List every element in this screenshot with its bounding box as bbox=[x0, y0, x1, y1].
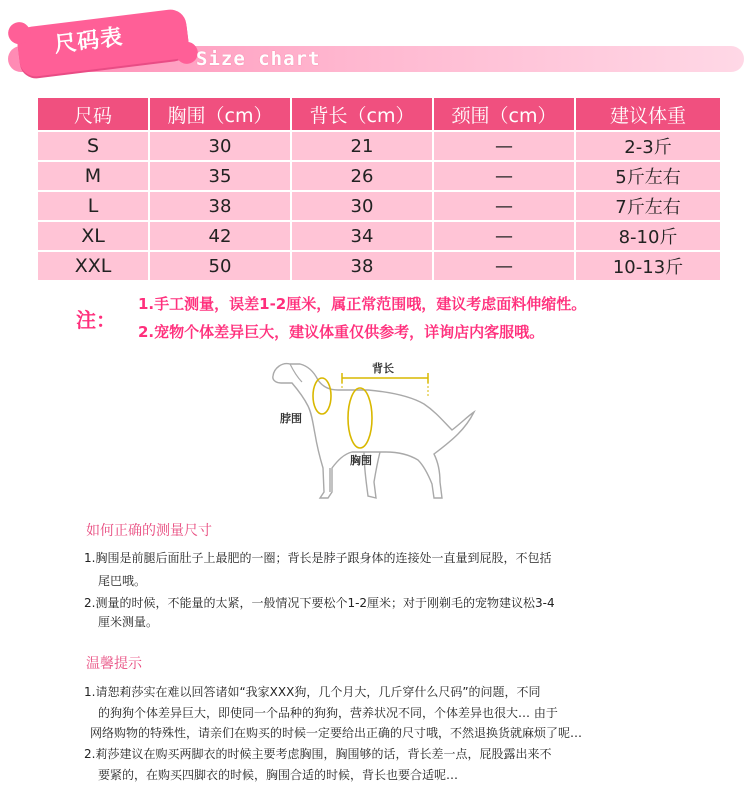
dog-icon bbox=[268, 356, 478, 506]
cell-chest: 50 bbox=[149, 251, 291, 281]
measure-line: 尾巴哦。 bbox=[98, 574, 147, 588]
tips-line: 1.请恕莉莎实在难以回答诸如“我家XXX狗，几个月大，几斤穿什么尺码”的问题，不同 bbox=[84, 685, 541, 699]
cell-weight: 5斤左右 bbox=[575, 161, 721, 191]
cell-back: 34 bbox=[291, 221, 433, 251]
page-subtitle: Size chart bbox=[196, 48, 321, 70]
header-back: 背长（cm） bbox=[291, 97, 433, 131]
cell-back: 38 bbox=[291, 251, 433, 281]
table-row bbox=[37, 191, 721, 221]
tips-line: 要紧的，在购买四脚衣的时候，胸围合适的时候，背长也要合适呢… bbox=[98, 768, 459, 782]
table-row bbox=[37, 161, 721, 191]
header-size: 尺码 bbox=[37, 97, 149, 131]
measure-line: 厘米测量。 bbox=[98, 615, 159, 629]
cell-back: 30 bbox=[291, 191, 433, 221]
cell-chest: 38 bbox=[149, 191, 291, 221]
cell-chest: 42 bbox=[149, 221, 291, 251]
cell-chest: 35 bbox=[149, 161, 291, 191]
cell-size: L bbox=[37, 191, 149, 221]
cell-chest: 30 bbox=[149, 131, 291, 161]
back-length-label: 背长 bbox=[372, 362, 394, 375]
page-title: 尺码表 bbox=[52, 24, 125, 59]
header-weight: 建议体重 bbox=[575, 97, 721, 131]
header-neck: 颈围（cm） bbox=[433, 97, 575, 131]
cell-weight: 8-10斤 bbox=[575, 221, 721, 251]
cell-size: XL bbox=[37, 221, 149, 251]
measure-line: 1.胸围是前腿后面肚子上最肥的一圈；背长是脖子跟身体的连接处一直量到屁股，不包括 bbox=[84, 551, 552, 565]
cell-neck: — bbox=[433, 221, 575, 251]
header-chest: 胸围（cm） bbox=[149, 97, 291, 131]
cell-back: 21 bbox=[291, 131, 433, 161]
note-line-2: 2.宠物个体差异巨大，建议体重仅供参考，详询店内客服哦。 bbox=[138, 323, 545, 341]
cell-weight: 7斤左右 bbox=[575, 191, 721, 221]
cell-back: 26 bbox=[291, 161, 433, 191]
cell-neck: — bbox=[433, 191, 575, 221]
measure-line: 2.测量的时候，不能量的太紧，一般情况下要松个1-2厘米；对于刚剃毛的宠物建议松3-4 bbox=[84, 596, 555, 610]
tips-section-title: 温馨提示 bbox=[86, 656, 142, 672]
size-table bbox=[36, 96, 722, 282]
cell-size: S bbox=[37, 131, 149, 161]
cell-size: M bbox=[37, 161, 149, 191]
cell-weight: 10-13斤 bbox=[575, 251, 721, 281]
table-header-row bbox=[37, 97, 721, 131]
note-label: 注： bbox=[76, 308, 116, 332]
cell-neck: — bbox=[433, 251, 575, 281]
tips-line: 2.莉莎建议在购买两脚衣的时候主要考虑胸围，胸围够的话，背长差一点，屁股露出来不 bbox=[84, 747, 552, 761]
note-line-1: 1.手工测量，误差1-2厘米，属正常范围哦，建议考虑面料伸缩性。 bbox=[138, 295, 587, 313]
cell-size: XXL bbox=[37, 251, 149, 281]
neck-label: 脖围 bbox=[280, 412, 302, 425]
tips-line: 网络购物的特殊性，请亲们在购买的时候一定要给出正确的尺寸哦，不然退换货就麻烦了呢… bbox=[90, 726, 583, 740]
measure-section-title: 如何正确的测量尺寸 bbox=[86, 523, 212, 539]
cell-neck: — bbox=[433, 161, 575, 191]
tips-line: 的狗狗个体差异巨大，即使同一个品种的狗狗，营养状况不同，个体差异也很大… 由于 bbox=[98, 706, 558, 720]
table-row bbox=[37, 251, 721, 281]
cell-neck: — bbox=[433, 131, 575, 161]
table-row bbox=[37, 221, 721, 251]
chest-label: 胸围 bbox=[350, 454, 372, 467]
dog-measurement-diagram bbox=[268, 356, 478, 510]
table-row bbox=[37, 131, 721, 161]
cell-weight: 2-3斤 bbox=[575, 131, 721, 161]
